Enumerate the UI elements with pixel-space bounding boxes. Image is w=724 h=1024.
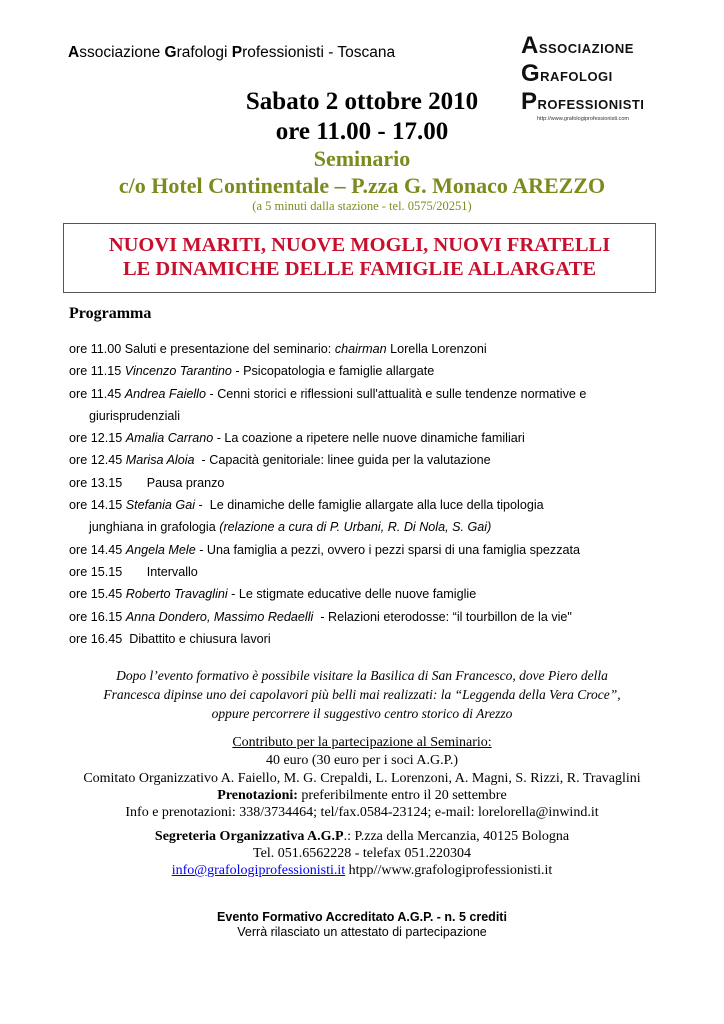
program-item: ore 12.45 Marisa Aloia - Capacità genitoriale: linee guida per la valutazione [69, 453, 491, 468]
program-item: ore 15.15 Intervallo [69, 564, 198, 579]
program-item: ore 11.00 Saluti e presentazione del seminario: chairman Lorella Lorenzoni [69, 342, 487, 356]
program-item: ore 16.15 Anna Dondero, Massimo Redaelli - Relazioni eterodosse: “il tourbillon de la vie" [69, 609, 572, 624]
program-item: ore 15.45 Roberto Travaglini - Le stigmate educative delle nuove famiglie [69, 587, 477, 602]
seminar-title-line-1: NUOVI MARITI, NUOVE MOGLI, NUOVI FRATELLI [108, 234, 611, 256]
fee-text: 40 euro (30 euro per i soci A.G.P.) [265, 753, 459, 768]
venue-note: (a 5 minuti dalla stazione - tel. 0575/20251) [252, 199, 472, 213]
accreditation-note: Evento Formativo Accreditato A.G.P. - n. 5 crediti [217, 910, 507, 924]
event-type: Seminario [313, 146, 411, 171]
program-heading: Programma [69, 305, 152, 322]
secretariat-phones: Tel. 051.6562228 - telefax 051.220304 [253, 846, 471, 861]
website-text: htpp//www.grafologiprofessionisti.it [345, 863, 553, 878]
agp-logo: ASSOCIAZIONE GRAFOLOGI PROFESSIONISTI http://www.grafologiprofessionisti.com [521, 32, 645, 122]
organizing-committee: Comitato Organizzativo A. Faiello, M. G. Crepaldi, L. Lorenzoni, A. Magni, S. Rizzi, R. Travaglini [83, 771, 641, 786]
program-item: ore 11.45 Andrea Faiello - Cenni storici e riflessioni sull'attualità e sulle tendenze normative e [69, 386, 587, 401]
seminar-title-box [63, 223, 656, 293]
program-item: ore 13.15 Pausa pranzo [69, 475, 225, 490]
program-item: giurisprudenziali [89, 408, 181, 423]
booking-deadline: Prenotazioni: preferibilmente entro il 20 settembre [217, 788, 507, 803]
program-item: ore 11.15 Vincenzo Tarantino - Psicopatologia e famiglie allargate [69, 364, 435, 379]
program-item: junghiana in grafologia (relazione a cura di P. Urbani, R. Di Nola, S. Gai) [89, 520, 492, 535]
visit-note: Dopo l’evento formativo è possibile visitare la Basilica di San Francesco, dove Piero della Francesca dipinse uno dei capolavori più belli mai realizzati: la “Leggenda della Vera Croce”, oppure percorrere il suggestivo centro storico di Arezzo [103, 668, 621, 721]
program-item: ore 14.45 Angela Mele - Una famiglia a pezzi, ovvero i pezzi sparsi di una famiglia spezzata [69, 542, 581, 557]
event-date: Sabato 2 ottobre 2010 [245, 88, 479, 115]
email-link[interactable]: info@grafologiprofessionisti.it [171, 863, 346, 878]
program-list [69, 338, 719, 650]
organization-name: Associazione Grafologi Professionisti - Toscana [68, 44, 396, 61]
secretariat-web [0, 861, 724, 880]
contribution-title: Contributo per la partecipazione al Seminario: [232, 735, 492, 750]
certificate-note: Verrà rilasciato un attestato di partecipazione [237, 925, 487, 939]
event-venue: c/o Hotel Continentale – P.zza G. Monaco AREZZO [118, 173, 606, 198]
event-time: ore 11.00 - 17.00 [275, 118, 449, 145]
program-item: ore 14.15 Stefania Gai - Le dinamiche delle famiglie allargate alla luce della tipologia [69, 498, 544, 513]
program-item: ore 16.45 Dibattito e chiusura lavori [69, 631, 271, 646]
seminar-title-line-2: LE DINAMICHE DELLE FAMIGLIE ALLARGATE [122, 258, 597, 280]
program-item: ore 12.15 Amalia Carrano - La coazione a ripetere nelle nuove dinamiche familiari [69, 431, 525, 446]
secretariat-address: Segreteria Organizzativa A.G.P.: P.zza della Mercanzia, 40125 Bologna [154, 829, 570, 844]
contact-info: Info e prenotazioni: 338/3734464; tel/fax.0584-23124; e-mail: lorelorella@inwind.it [125, 805, 599, 820]
